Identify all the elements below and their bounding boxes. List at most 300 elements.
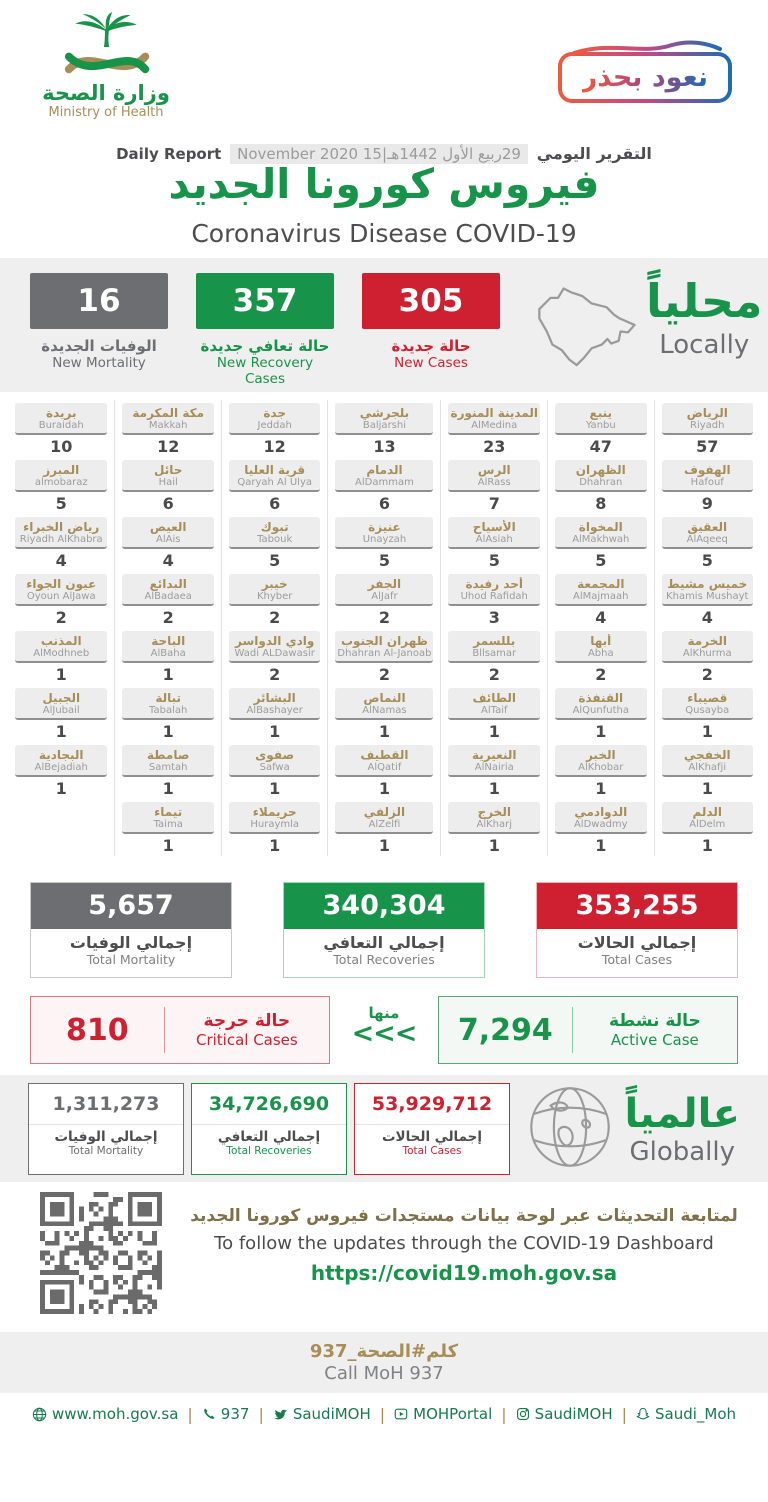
badge-swoosh	[572, 39, 722, 56]
city-name-box	[555, 802, 646, 834]
city-name-ar: خيبر	[261, 577, 288, 591]
city-value: 1	[269, 721, 281, 741]
city-name-ar: الهفوف	[683, 463, 731, 477]
city-value: 1	[378, 835, 391, 855]
dashboard-url-link[interactable]: https://covid19.moh.gov.sa	[310, 1261, 618, 1285]
city-cell	[221, 742, 327, 799]
city-value: 1	[488, 721, 500, 741]
city-name-en: AlKhurma	[682, 648, 732, 660]
city-name-box	[448, 403, 540, 435]
city-name-en: AlDwadmy	[573, 819, 628, 831]
city-value: 6	[269, 493, 281, 513]
city-cell	[327, 742, 440, 799]
city-name-box	[335, 802, 433, 834]
city-name-en: Buraidah	[38, 420, 84, 432]
city-name-ar: تيماء	[154, 805, 183, 819]
city-name-en: AlAsiah	[475, 534, 513, 546]
city-value: 23	[483, 436, 506, 456]
city-name-en: AlBashayer	[246, 705, 303, 717]
city-name-box	[15, 745, 107, 777]
city-name-en: Dhahran Al-Janoab	[337, 648, 432, 660]
city-name-box	[448, 631, 540, 663]
city-name-ar: البشائر	[253, 691, 296, 705]
city-name-en: Bllsamar	[472, 648, 517, 660]
city-name-en: AlRass	[477, 477, 511, 489]
city-cell	[327, 685, 440, 742]
city-value: 5	[55, 493, 67, 513]
city-name-box	[448, 802, 540, 834]
stat-value: 305	[362, 273, 500, 329]
city-name-en: Makkah	[148, 420, 188, 432]
city-name-en: AlMakhwah	[572, 534, 630, 546]
city-value: 4	[595, 607, 607, 627]
city-name-ar: النماص	[363, 691, 406, 705]
city-name-box	[229, 745, 320, 777]
city-name-ar: ظهران الجنوب	[340, 634, 428, 648]
critical-cases-label-ar: حالة حرجة	[203, 1011, 291, 1031]
city-name-en: AlBadaea	[144, 591, 192, 603]
social-label: www.moh.gov.sa	[51, 1405, 179, 1423]
report-date: 29ربيع الأول 1442هـ|15 November 2020	[230, 144, 528, 164]
saudi-arabia-map-icon	[530, 275, 642, 377]
city-cell	[440, 799, 547, 856]
city-name-box	[229, 631, 320, 663]
city-value: 1	[488, 835, 500, 855]
city-value: 1	[595, 721, 607, 741]
city-value: 4	[701, 607, 713, 627]
city-name-box	[662, 745, 753, 777]
active-cases-label-ar: حالة نشطة	[608, 1011, 701, 1031]
city-cell	[327, 799, 440, 856]
city-name-box	[662, 517, 753, 549]
city-name-en: Samtah	[148, 762, 188, 774]
city-cell	[440, 571, 547, 628]
city-value: 5	[488, 550, 500, 570]
logo-text-ar: وزارة الصحة	[42, 81, 170, 105]
city-name-ar: النعيرية	[472, 748, 517, 762]
city-value: 1	[701, 835, 713, 855]
moh-logo	[26, 12, 186, 120]
card-total-mortality	[30, 882, 232, 978]
phone-icon	[202, 1407, 216, 1421]
city-name-box	[555, 688, 646, 720]
dashboard-line-en: To follow the updates through the COVID-19 Dashboard	[214, 1233, 714, 1254]
city-name-ar: الظهران	[575, 463, 626, 477]
city-name-box	[15, 460, 107, 492]
card-value: 340,304	[284, 883, 484, 929]
city-name-ar: تبوك	[260, 520, 289, 534]
card-label-en: Total Mortality	[68, 1144, 144, 1157]
city-name-en: Safwa	[259, 762, 290, 774]
city-value: 3	[488, 607, 500, 627]
city-cell	[547, 514, 653, 571]
city-name-ar: العيص	[149, 520, 187, 534]
stat-label-en: New Mortality	[52, 355, 146, 371]
dashboard-section	[0, 1182, 768, 1332]
city-name-box	[122, 574, 213, 606]
city-name-box	[229, 460, 320, 492]
city-name-ar: الرس	[477, 463, 511, 477]
social-link-www-moh-gov-sa[interactable]	[32, 1405, 178, 1423]
city-name-ar: حائل	[154, 463, 183, 477]
city-name-en: AlDelm	[689, 819, 726, 831]
stat-new-recovery-cases	[196, 273, 334, 387]
city-name-en: AlAqeeq	[686, 534, 728, 546]
page-title-ar: فيروس كورونا الجديد	[168, 160, 600, 208]
mohportal-icon	[394, 1407, 408, 1421]
city-cell	[221, 571, 327, 628]
city-cell	[114, 514, 220, 571]
city-cell	[114, 799, 220, 856]
city-name-en: Riyadh	[690, 420, 725, 432]
call-moh-section	[0, 1332, 768, 1393]
globally-heading-en: Globally	[629, 1136, 736, 1167]
city-name-ar: الطائف	[472, 691, 517, 705]
city-name-ar: رياض الخبراء	[23, 520, 100, 534]
city-name-ar: القطيف	[360, 748, 409, 762]
card-global-total-mortality	[28, 1083, 184, 1175]
city-name-box	[122, 688, 213, 720]
card-total-cases	[536, 882, 738, 978]
city-cell	[547, 799, 653, 856]
city-value: 5	[701, 550, 713, 570]
city-name-en: Tabalah	[149, 705, 188, 717]
city-name-en: Riyadh AlKhabra	[19, 534, 103, 546]
city-cell	[8, 571, 114, 628]
city-name-box	[555, 403, 646, 435]
city-name-en: Oyoun AlJawa	[26, 591, 96, 603]
city-name-box	[555, 745, 646, 777]
city-value: 1	[378, 721, 391, 741]
city-cell	[327, 514, 440, 571]
city-cell	[8, 457, 114, 514]
city-name-ar: بلجرشي	[359, 406, 410, 420]
city-name-en: Jeddah	[257, 420, 292, 432]
totals-row	[0, 860, 768, 985]
city-name-box	[122, 631, 213, 663]
city-name-box	[229, 574, 320, 606]
city-name-en: Yanbu	[585, 420, 616, 432]
city-value: 2	[162, 607, 174, 627]
stat-label-en: New Recovery Cases	[216, 355, 314, 388]
city-value: 1	[55, 664, 67, 684]
city-name-box	[335, 460, 433, 492]
social-label: MOHPortal	[413, 1405, 493, 1423]
city-name-box	[229, 688, 320, 720]
city-name-ar: عيون الجواء	[26, 577, 97, 591]
stat-value: 16	[30, 273, 168, 329]
city-cell	[8, 799, 114, 856]
card-label-ar: إجمالي الحالات	[381, 1128, 483, 1145]
daily-report-label-en: Daily Report	[116, 145, 222, 163]
city-name-en: AlAis	[155, 534, 181, 546]
city-name-box	[448, 574, 540, 606]
city-cell	[654, 400, 760, 457]
city-name-en: AlModhneb	[33, 648, 90, 660]
card-label-en: Total Recoveries	[333, 952, 435, 967]
card-label-ar: إجمالي الوفيات	[54, 1128, 158, 1145]
city-name-box	[122, 403, 213, 435]
divider	[164, 1007, 165, 1053]
social-link-saudi-moh[interactable]	[636, 1405, 736, 1423]
card-label-ar: إجمالي التعافي	[217, 1128, 321, 1145]
city-value: 2	[378, 607, 391, 627]
city-value: 10	[50, 436, 73, 456]
city-value: 2	[595, 664, 607, 684]
city-value: 13	[373, 436, 396, 456]
city-name-ar: الجفر	[367, 577, 402, 591]
city-value: 12	[263, 436, 286, 456]
city-value: 4	[162, 550, 174, 570]
city-name-ar: المبرز	[43, 463, 80, 477]
city-cell	[327, 400, 440, 457]
city-name-ar: الخبر	[585, 748, 616, 762]
city-name-box	[335, 517, 433, 549]
city-name-ar: المذنب	[40, 634, 82, 648]
call-moh-ar: كلم#الصحة_937	[309, 1341, 459, 1362]
city-cell	[547, 685, 653, 742]
card-label-en: Total Recoveries	[226, 1144, 312, 1157]
globally-section	[0, 1075, 768, 1182]
city-name-box	[335, 631, 433, 663]
city-cell	[654, 742, 760, 799]
city-cell	[327, 628, 440, 685]
city-name-box	[662, 802, 753, 834]
city-cell	[114, 457, 220, 514]
city-name-box	[15, 403, 107, 435]
card-value: 353,255	[537, 883, 737, 929]
social-link-937[interactable]	[202, 1405, 250, 1423]
city-name-box	[15, 631, 107, 663]
city-name-ar: المجمعة	[577, 577, 625, 591]
social-link-saudimoh[interactable]	[516, 1405, 613, 1423]
city-value: 1	[701, 721, 713, 741]
city-name-box	[229, 517, 320, 549]
city-name-box	[448, 460, 540, 492]
critical-cases-value: 810	[66, 1012, 129, 1048]
city-name-en: Khamis Mushayt	[666, 591, 749, 603]
card-label-ar: إجمالي الوفيات	[69, 933, 193, 952]
city-name-en: Unayzah	[362, 534, 407, 546]
stat-label-ar: حالة جديدة	[391, 337, 471, 355]
city-value: 1	[162, 778, 174, 798]
city-value: 1	[488, 778, 500, 798]
qr-code	[40, 1192, 162, 1314]
city-cell	[8, 685, 114, 742]
globally-heading-ar: عالمياً	[624, 1090, 740, 1137]
dashboard-line-ar: لمتابعة التحديثات عبر لوحة بيانات مستجدات فيروس كورونا الجديد	[190, 1206, 738, 1226]
stat-new-cases	[362, 273, 500, 387]
city-name-ar: الدلم	[692, 805, 722, 819]
city-cell	[8, 628, 114, 685]
globe-icon	[527, 1084, 613, 1174]
card-label-en: Total Cases	[402, 1144, 462, 1157]
city-name-en: Uhod Rafidah	[460, 591, 528, 603]
card-label-en: Total Cases	[601, 952, 673, 967]
city-name-ar: المدينة المنورة	[450, 406, 539, 420]
city-value: 1	[595, 778, 607, 798]
city-name-en: Hafouf	[690, 477, 724, 489]
city-cell	[547, 742, 653, 799]
stat-label-ar: حالة تعافي جديدة	[200, 337, 330, 355]
cities-grid	[0, 392, 768, 860]
city-cell	[654, 685, 760, 742]
locally-heading-en: Locally	[659, 329, 750, 360]
city-name-ar: عنيزة	[368, 520, 401, 534]
city-value: 7	[488, 493, 500, 513]
city-cell	[654, 457, 760, 514]
city-value: 1	[701, 778, 713, 798]
city-value: 1	[55, 778, 67, 798]
divider	[572, 1007, 573, 1053]
city-name-en: Dhahran	[579, 477, 623, 489]
city-cell	[221, 685, 327, 742]
city-name-ar: خميس مشيط	[667, 577, 748, 591]
social-link-saudimoh[interactable]	[273, 1405, 371, 1423]
logo-text-en: Ministry of Health	[48, 105, 164, 121]
critical-cases-box	[30, 996, 330, 1064]
city-cell	[221, 514, 327, 571]
city-cell	[654, 571, 760, 628]
city-name-ar: الخرمة	[687, 634, 727, 648]
city-name-box	[555, 631, 646, 663]
city-name-box	[662, 574, 753, 606]
city-name-en: AlMedina	[471, 420, 518, 432]
city-name-box	[555, 517, 646, 549]
city-value: 6	[162, 493, 174, 513]
city-name-en: Taima	[153, 819, 183, 831]
locally-heading-ar: محلياً	[646, 274, 763, 328]
city-cell	[440, 628, 547, 685]
city-value: 9	[701, 493, 713, 513]
city-cell	[221, 457, 327, 514]
locally-heading	[646, 273, 762, 360]
city-name-box	[229, 802, 320, 834]
call-moh-en: Call MoH 937	[324, 1363, 444, 1384]
stat-label-en: New Cases	[394, 355, 468, 371]
city-value: 2	[488, 664, 500, 684]
city-name-box	[335, 574, 433, 606]
city-value: 5	[378, 550, 391, 570]
city-name-ar: الدوادمي	[574, 805, 628, 819]
city-cell	[221, 799, 327, 856]
locally-section	[0, 258, 768, 392]
city-value: 6	[378, 493, 391, 513]
city-name-en: AlKhobar	[578, 762, 624, 774]
social-label: 937	[220, 1405, 250, 1423]
city-value: 1	[269, 835, 281, 855]
city-cell	[547, 400, 653, 457]
city-name-box	[555, 460, 646, 492]
city-cell	[654, 514, 760, 571]
return-with-caution-badge	[558, 52, 732, 103]
city-name-en: AlNamas	[362, 705, 407, 717]
card-label-en: Total Mortality	[86, 952, 176, 967]
city-name-ar: الزلفي	[363, 805, 406, 819]
city-name-en: Hail	[158, 477, 178, 489]
city-cell	[440, 742, 547, 799]
social-link-mohportal[interactable]	[394, 1405, 492, 1423]
of-which-indicator	[351, 1003, 417, 1049]
city-value: 1	[269, 778, 281, 798]
moh-logo-icon	[47, 12, 165, 82]
social-label: SaudiMOH	[292, 1405, 371, 1423]
city-name-en: Abha	[587, 648, 614, 660]
city-name-box	[15, 517, 107, 549]
city-name-box	[335, 688, 433, 720]
city-name-en: AlZelfi	[368, 819, 401, 831]
city-name-ar: حريملاء	[252, 805, 297, 819]
city-name-ar: وادي الدواسر	[235, 634, 315, 648]
city-cell	[440, 400, 547, 457]
city-name-box	[555, 574, 646, 606]
city-name-ar: صامطة	[146, 748, 190, 762]
city-cell	[547, 457, 653, 514]
city-name-ar: أبها	[590, 634, 612, 648]
city-value: 1	[378, 778, 391, 798]
city-value: 1	[162, 835, 174, 855]
city-name-box	[662, 403, 753, 435]
city-name-ar: بللسمر	[473, 634, 516, 648]
city-name-ar: قصيباء	[687, 691, 728, 705]
card-value: 53,929,712	[355, 1084, 509, 1125]
city-name-ar: المخواة	[578, 520, 623, 534]
city-value: 1	[595, 835, 607, 855]
city-name-box	[662, 688, 753, 720]
city-name-box	[15, 688, 107, 720]
city-cell	[114, 400, 220, 457]
city-cell	[114, 628, 220, 685]
city-value: 2	[701, 664, 713, 684]
city-name-en: Wadi ALDawasir	[234, 648, 315, 660]
city-cell	[221, 400, 327, 457]
city-name-en: AlBejadiah	[34, 762, 88, 774]
city-cell	[114, 685, 220, 742]
twitter-icon	[273, 1408, 288, 1421]
city-value: 2	[55, 607, 67, 627]
city-name-box	[448, 745, 540, 777]
city-name-ar: الدمام	[366, 463, 403, 477]
active-cases-value: 7,294	[457, 1012, 553, 1048]
city-name-box	[122, 460, 213, 492]
city-cell	[440, 457, 547, 514]
city-cell	[221, 628, 327, 685]
city-name-box	[122, 517, 213, 549]
city-value: 2	[378, 664, 391, 684]
card-value: 34,726,690	[192, 1084, 346, 1125]
city-name-box	[448, 517, 540, 549]
city-name-en: AlDammam	[355, 477, 414, 489]
city-name-ar: ينبع	[589, 406, 613, 420]
city-cell	[654, 799, 760, 856]
city-name-box	[122, 802, 213, 834]
header	[0, 0, 768, 258]
city-name-ar: القنفذة	[578, 691, 624, 705]
city-name-box	[335, 745, 433, 777]
active-cases-box	[438, 996, 738, 1064]
city-name-en: AlBaha	[150, 648, 186, 660]
city-name-en: AlNairia	[474, 762, 514, 774]
separator: |	[621, 1404, 627, 1424]
city-name-box	[122, 745, 213, 777]
active-cases-label-en: Active Case	[610, 1031, 699, 1049]
badge-text: نعود بحذر	[581, 62, 708, 93]
stat-label-ar: الوفيات الجديدة	[41, 337, 157, 355]
city-cell	[547, 571, 653, 628]
city-name-ar: صفوى	[255, 748, 295, 762]
globe-icon	[32, 1407, 47, 1422]
active-critical-row	[0, 985, 768, 1075]
